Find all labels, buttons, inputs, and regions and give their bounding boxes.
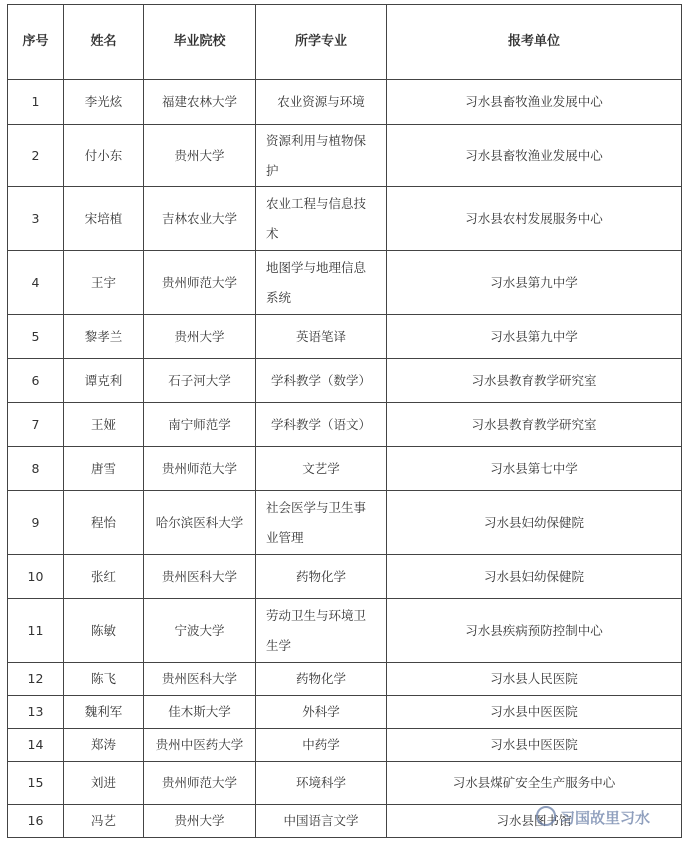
cell-unit: 习水县人民医院	[387, 663, 682, 696]
cell-major: 农业资源与环境	[256, 80, 387, 125]
cell-unit: 习水县教育教学研究室	[387, 403, 682, 447]
cell-school: 吉林农业大学	[144, 187, 256, 251]
table-row	[8, 762, 682, 805]
cell-name: 宋培植	[64, 187, 144, 251]
cell-name: 魏利军	[64, 696, 144, 729]
cell-school: 贵州师范大学	[144, 447, 256, 491]
cell-school: 福建农林大学	[144, 80, 256, 125]
wechat-icon	[536, 806, 556, 826]
cell-school: 佳木斯大学	[144, 696, 256, 729]
cell-unit: 习水县畜牧渔业发展中心	[387, 125, 682, 187]
cell-no: 16	[8, 805, 64, 838]
cell-no: 9	[8, 491, 64, 555]
cell-name: 付小东	[64, 125, 144, 187]
cell-name: 郑涛	[64, 729, 144, 762]
cell-major: 农业工程与信息技术	[256, 187, 387, 251]
table-row	[8, 696, 682, 729]
cell-no: 8	[8, 447, 64, 491]
cell-major: 文艺学	[256, 447, 387, 491]
cell-unit: 习水县煤矿安全生产服务中心	[387, 762, 682, 805]
cell-school: 贵州大学	[144, 805, 256, 838]
cell-school: 贵州大学	[144, 125, 256, 187]
cell-unit: 习水县疾病预防控制中心	[387, 599, 682, 663]
cell-name: 王娅	[64, 403, 144, 447]
cell-name: 陈飞	[64, 663, 144, 696]
cell-major: 药物化学	[256, 663, 387, 696]
table-row	[8, 729, 682, 762]
cell-no: 10	[8, 555, 64, 599]
cell-name: 陈敏	[64, 599, 144, 663]
cell-major: 药物化学	[256, 555, 387, 599]
cell-unit: 习水县中医医院	[387, 696, 682, 729]
cell-name: 冯艺	[64, 805, 144, 838]
cell-unit: 习水县畜牧渔业发展中心	[387, 80, 682, 125]
cell-unit: 习水县妇幼保健院	[387, 555, 682, 599]
cell-no: 13	[8, 696, 64, 729]
cell-school: 哈尔滨医科大学	[144, 491, 256, 555]
header-no: 序号	[8, 5, 64, 80]
watermark-text: 习国故里习水	[560, 809, 651, 827]
header-name: 姓名	[64, 5, 144, 80]
cell-no: 11	[8, 599, 64, 663]
header-major: 所学专业	[256, 5, 387, 80]
cell-unit: 习水县农村发展服务中心	[387, 187, 682, 251]
cell-school: 石子河大学	[144, 359, 256, 403]
header-school: 毕业院校	[144, 5, 256, 80]
cell-no: 3	[8, 187, 64, 251]
cell-school: 宁波大学	[144, 599, 256, 663]
cell-major: 英语笔译	[256, 315, 387, 359]
cell-school: 贵州医科大学	[144, 555, 256, 599]
cell-unit: 习水县第七中学	[387, 447, 682, 491]
cell-unit: 习水县第九中学	[387, 251, 682, 315]
cell-name: 唐雪	[64, 447, 144, 491]
cell-major: 中国语言文学	[256, 805, 387, 838]
cell-major: 社会医学与卫生事业管理	[256, 491, 387, 555]
cell-unit: 习水县图书馆	[387, 805, 682, 838]
cell-school: 贵州医科大学	[144, 663, 256, 696]
cell-major: 外科学	[256, 696, 387, 729]
cell-name: 刘进	[64, 762, 144, 805]
cell-unit: 习水县教育教学研究室	[387, 359, 682, 403]
table-row	[8, 80, 682, 125]
cell-no: 15	[8, 762, 64, 805]
candidate-table	[7, 4, 682, 838]
watermark	[536, 806, 650, 828]
cell-school: 南宁师范学	[144, 403, 256, 447]
cell-no: 12	[8, 663, 64, 696]
table-row	[8, 555, 682, 599]
cell-unit: 习水县中医医院	[387, 729, 682, 762]
header-unit: 报考单位	[387, 5, 682, 80]
table-row	[8, 491, 682, 555]
cell-no: 7	[8, 403, 64, 447]
cell-major: 资源利用与植物保护	[256, 125, 387, 187]
cell-name: 谭克利	[64, 359, 144, 403]
cell-major: 学科教学（数学）	[256, 359, 387, 403]
cell-no: 4	[8, 251, 64, 315]
cell-major: 环境科学	[256, 762, 387, 805]
table-row	[8, 359, 682, 403]
table-row	[8, 447, 682, 491]
cell-name: 程怡	[64, 491, 144, 555]
table-row	[8, 251, 682, 315]
cell-school: 贵州大学	[144, 315, 256, 359]
cell-major: 学科教学（语文）	[256, 403, 387, 447]
header-row	[8, 5, 682, 80]
table-row	[8, 599, 682, 663]
cell-major: 劳动卫生与环境卫生学	[256, 599, 387, 663]
cell-no: 2	[8, 125, 64, 187]
cell-unit: 习水县妇幼保健院	[387, 491, 682, 555]
cell-name: 黎孝兰	[64, 315, 144, 359]
table-row	[8, 315, 682, 359]
cell-name: 张红	[64, 555, 144, 599]
table-row	[8, 663, 682, 696]
cell-school: 贵州中医药大学	[144, 729, 256, 762]
cell-major: 地图学与地理信息系统	[256, 251, 387, 315]
cell-no: 14	[8, 729, 64, 762]
table-row	[8, 403, 682, 447]
table-row	[8, 187, 682, 251]
cell-no: 5	[8, 315, 64, 359]
cell-major: 中药学	[256, 729, 387, 762]
cell-no: 1	[8, 80, 64, 125]
table-row	[8, 125, 682, 187]
cell-no: 6	[8, 359, 64, 403]
cell-unit: 习水县第九中学	[387, 315, 682, 359]
cell-school: 贵州师范大学	[144, 251, 256, 315]
cell-name: 李光炫	[64, 80, 144, 125]
cell-school: 贵州师范大学	[144, 762, 256, 805]
cell-name: 王宇	[64, 251, 144, 315]
